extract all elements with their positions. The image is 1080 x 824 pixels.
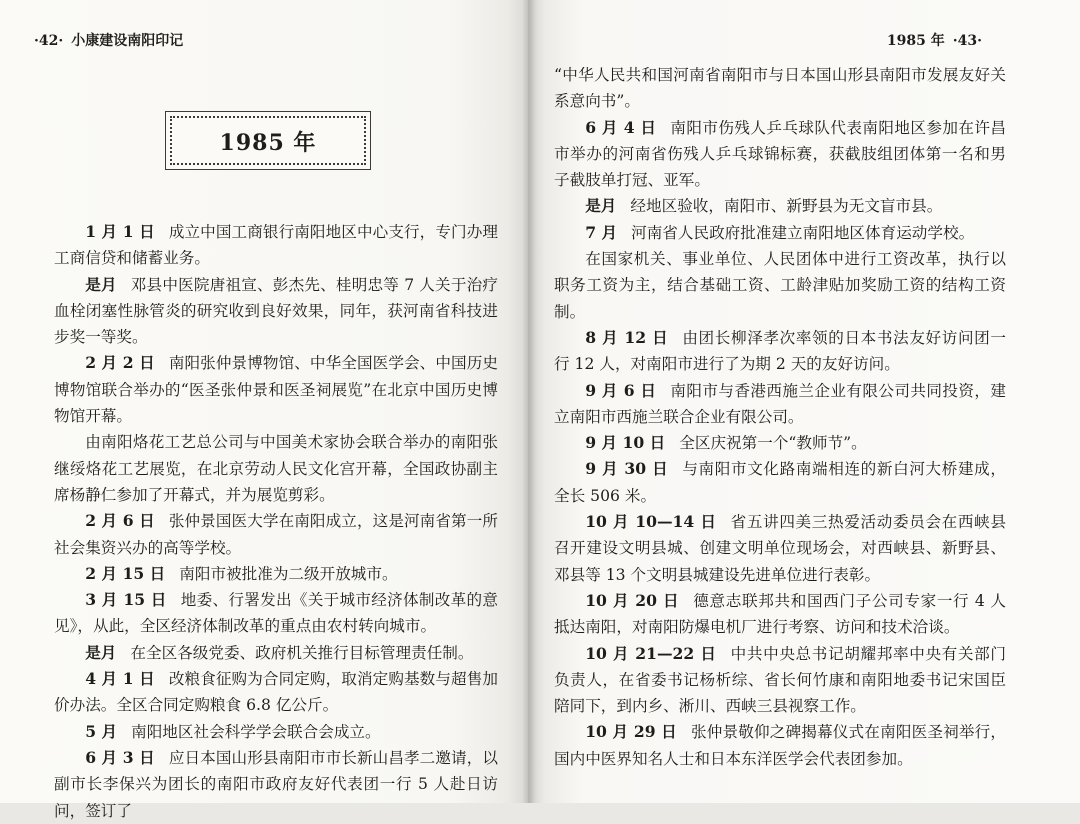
entry-date: 10 月 20 日 (585, 590, 680, 610)
entry-text: 经地区验收，南阳市、新野县为无文盲市县。 (630, 197, 943, 216)
chronicle-entry (54, 561, 498, 587)
continued-entry-text: “中华人民共和国河南省南阳市与日本国山形县南阳市发展友好关系意向书”。 (554, 66, 1006, 111)
chronicle-entry (554, 456, 1006, 509)
right-page (528, 0, 1080, 803)
chronicle-entry (554, 378, 1006, 431)
left-page-header (34, 30, 183, 50)
entry-date: 是月 (85, 274, 117, 294)
entry-text: 省五讲四美三热爱活动委员会在西峡县召开建设文明县城、创建文明单位现场会，对西峡县、新野县、邓县等 13 个文明县城建设先进单位进行表彰。 (554, 513, 1006, 584)
entry-text: 南阳市伤残人乒乓球队代表南阳地区参加在许昌市举办的河南省伤残人乒乓球锦标赛，获截肢组团体第一名和男子截肢单打冠、亚军。 (554, 118, 1006, 190)
right-page-entries (554, 62, 1006, 772)
entry-text: 河南省人民政府批准建立南阳地区体育运动学校。 (631, 223, 975, 242)
entry-date: 是月 (585, 196, 617, 216)
entry-text: 邓县中医院唐祖宣、彭杰先、桂明忠等 7 人关于治疗血栓闭塞性脉管炎的研究收到良好效果，同年，获河南省科技进步奖一等奖。 (54, 275, 498, 347)
chronicle-entry (554, 509, 1006, 588)
entry-text: 由团长柳泽孝次率领的日本书法友好访问团一行 12 人，对南阳市进行了为期 2 天的友好访问。 (554, 328, 1006, 374)
entry-date: 1 月 1 日 (85, 222, 155, 241)
left-page-number: ·42· (34, 33, 64, 49)
entry-text: 南阳张仲景博物馆、中华全国医学会、中国历史博物馆联合举办的“医圣张仲景和医圣祠展览”在北京中国历史博物馆开幕。 (54, 354, 498, 426)
chronicle-entry (554, 641, 1006, 720)
entry-text: 南阳市与香港西施兰企业有限公司共同投资，建立南阳市西施兰联合企业有限公司。 (554, 381, 1006, 426)
entry-text: 全区庆祝第一个“教师节”。 (679, 434, 867, 453)
chronicle-entry (554, 719, 1006, 772)
chronicle-entry (554, 193, 1006, 219)
entry-date: 6 月 3 日 (85, 747, 155, 767)
right-page-header (887, 30, 982, 50)
entry-text: 南阳地区社会科学学会联合会成立。 (131, 722, 381, 741)
book-spine-shadow (522, 0, 536, 803)
right-page-year-label: 1985 年 (886, 33, 945, 49)
entry-date: 2 月 6 日 (85, 511, 155, 531)
entry-text: 地委、行署发出《关于城市经济体制改革的意见》，从此，全区经济体制改革的重点由农村转向城市。 (54, 591, 498, 636)
chronicle-entry (554, 246, 1006, 325)
chronicle-entry (554, 325, 1006, 378)
entry-date: 10 月 10—14 日 (585, 512, 717, 532)
entry-date: 9 月 6 日 (585, 380, 657, 400)
entry-date: 9 月 30 日 (585, 459, 669, 479)
chronicle-entry (54, 429, 498, 508)
entry-text: 在全区各级党委、政府机关推行目标管理责任制。 (130, 643, 474, 662)
chronicle-entry (554, 115, 1006, 194)
entry-date: 5 月 (85, 721, 118, 741)
chronicle-entry (54, 666, 498, 719)
chronicle-entry (54, 350, 498, 429)
entry-date: 9 月 10 日 (585, 433, 666, 453)
entry-text: 应日本国山形县南阳市市长新山昌孝二邀请，以副市长李保兴为团长的南阳市政府友好代表团一行 5 人赴日访问，签订了 (54, 748, 498, 820)
entry-text: 南阳市被批准为二级开放城市。 (179, 564, 398, 583)
chronicle-entry (54, 587, 498, 640)
entry-date: 2 月 15 日 (85, 563, 166, 583)
entry-date: 6 月 4 日 (585, 117, 657, 137)
entry-text: 张仲景国医大学在南阳成立，这是河南省第一所社会集资兴办的高等学校。 (54, 512, 498, 557)
chronicle-entry (54, 219, 498, 272)
entry-date: 10 月 29 日 (585, 722, 677, 742)
chronicle-entry (54, 272, 498, 351)
right-page-number: ·43· (952, 33, 982, 49)
chronicle-entry (54, 640, 498, 666)
entry-text: 改粮食征购为合同定购，取消定购基数与超售加价办法。全区合同定购粮食 6.8 亿公斤。 (54, 670, 498, 715)
entry-date: 是月 (85, 642, 117, 662)
entry-date: 3 月 15 日 (85, 590, 167, 610)
entry-date: 7 月 (585, 222, 618, 242)
left-page (0, 0, 528, 820)
entry-text: 与南阳市文化路南端相连的新白河大桥建成，全长 506 米。 (554, 460, 1006, 505)
entry-date: 2 月 2 日 (85, 353, 155, 373)
entry-text: 中共中央总书记胡耀邦率中央有关部门负责人，在省委书记杨析综、省长何竹康和南阳地委书记宋国臣陪同下，到内乡、淅川、西峡三县视察工作。 (554, 644, 1006, 716)
entry-text: 在国家机关、事业单位、人民团体中进行工资改革，执行以职务工资为主，结合基础工资、工龄津贴加奖励工资的结构工资制。 (554, 250, 1006, 321)
book-title: 小康建设南阳印记 (71, 33, 184, 49)
entry-text: 成立中国工商银行南阳地区中心支行，专门办理工商信贷和储蓄业务。 (54, 223, 498, 268)
entry-text: 张仲景敬仰之碑揭幕仪式在南阳医圣祠举行，国内中医界知名人士和日本东洋医学会代表团参加。 (554, 723, 1006, 768)
chronicle-entry (554, 430, 1006, 456)
chronicle-entry (554, 588, 1006, 641)
entry-text: 由南阳烙花工艺总公司与中国美术家协会联合举办的南阳张继绥烙花工艺展览，在北京劳动人民文化宫开幕，全国政协副主席杨静仁参加了开幕式，并为展览剪彩。 (54, 433, 498, 504)
entry-text: 德意志联邦共和国西门子公司专家一行 4 人抵达南阳，对南阳防爆电机厂进行考察、访问和技术洽谈。 (554, 591, 1006, 637)
entry-date: 4 月 1 日 (85, 669, 155, 689)
year-heading: 1985 年 (219, 130, 317, 156)
year-heading-box (165, 111, 371, 170)
chronicle-entry (54, 719, 498, 745)
chronicle-entry (54, 508, 498, 561)
chronicle-entry (54, 745, 498, 824)
entry-date: 10 月 21—22 日 (585, 643, 717, 663)
entry-date: 8 月 12 日 (585, 327, 669, 347)
chronicle-entry (554, 220, 1006, 246)
left-page-entries (54, 219, 498, 824)
